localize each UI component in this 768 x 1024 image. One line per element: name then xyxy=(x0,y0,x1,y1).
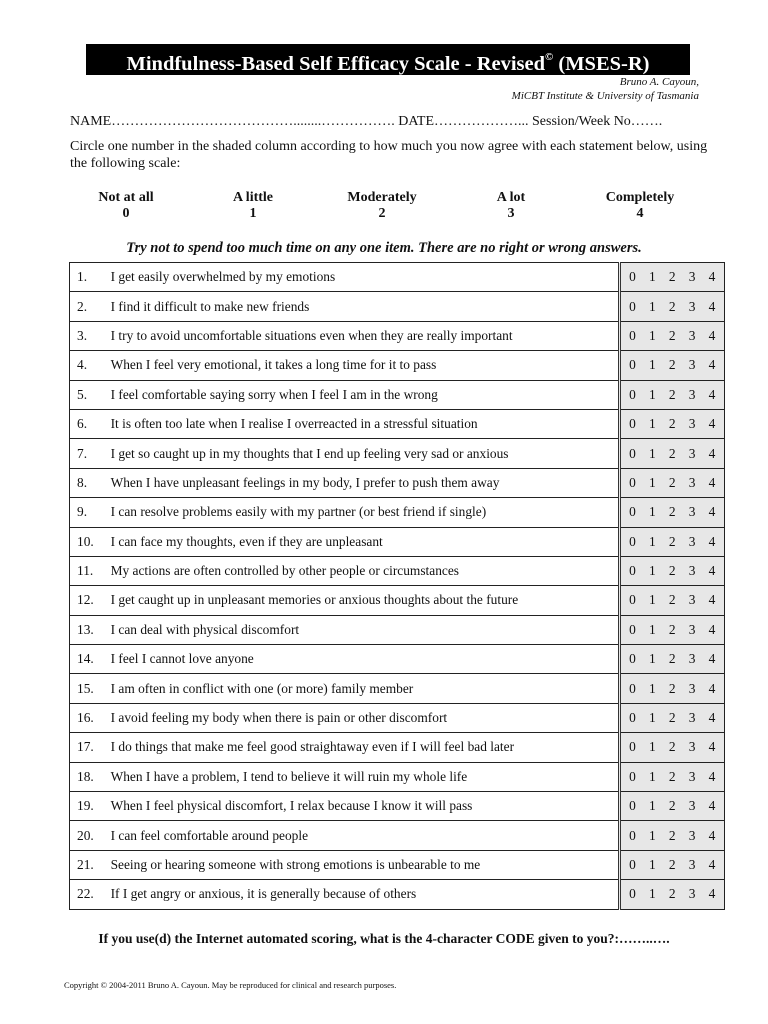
item-statement: Seeing or hearing someone with strong emotions is unbearable to me xyxy=(107,850,619,879)
item-number: 13. xyxy=(70,615,107,644)
code-question: If you use(d) the Internet automated scoring, what is the 4-character CODE given to you?:……..…. xyxy=(98,931,670,946)
response-options xyxy=(619,498,724,527)
response-option-2[interactable]: 2 xyxy=(668,416,676,432)
response-option-1[interactable]: 1 xyxy=(649,386,656,402)
item-statement: I get caught up in unpleasant memories or anxious thoughts about the future xyxy=(107,586,619,615)
item-statement: I get so caught up in my thoughts that I end up feeling very sad or anxious xyxy=(107,439,619,468)
item-statement: When I have a problem, I tend to believe it will ruin my whole life xyxy=(107,762,619,791)
response-option-3[interactable]: 3 xyxy=(688,416,696,432)
response-option-3[interactable]: 3 xyxy=(688,474,696,490)
item-number: 6. xyxy=(70,409,107,438)
item-statement: My actions are often controlled by other people or circumstances xyxy=(107,556,619,585)
instructions: Circle one number in the shaded column according to how much you now agree with each statement below, using the following scale: xyxy=(70,139,708,171)
item-statement: I can feel comfortable around people xyxy=(107,821,619,850)
scale-label: Moderately xyxy=(347,190,417,205)
item-number: 2. xyxy=(70,292,107,321)
response-option-group xyxy=(621,446,724,462)
response-option-1[interactable]: 1 xyxy=(649,533,656,549)
response-option-0[interactable]: 0 xyxy=(629,357,636,373)
item-number: 10. xyxy=(70,527,107,556)
response-options xyxy=(619,380,724,409)
author-block xyxy=(512,75,699,103)
response-option-3[interactable]: 3 xyxy=(688,504,696,520)
table-row xyxy=(70,527,725,556)
response-options xyxy=(619,703,724,732)
response-option-group xyxy=(621,475,724,491)
response-options xyxy=(619,821,724,850)
response-option-4[interactable]: 4 xyxy=(708,739,716,755)
response-option-2[interactable]: 2 xyxy=(668,680,676,696)
response-option-2[interactable]: 2 xyxy=(668,504,676,520)
response-option-group xyxy=(621,857,724,873)
response-option-3[interactable]: 3 xyxy=(688,827,696,843)
item-number: 7. xyxy=(70,439,107,468)
response-option-1[interactable]: 1 xyxy=(649,298,656,314)
response-option-4[interactable]: 4 xyxy=(708,386,716,402)
response-option-4[interactable]: 4 xyxy=(708,298,716,314)
response-option-group xyxy=(621,387,724,403)
item-statement: When I feel physical discomfort, I relax because I know it will pass xyxy=(107,792,619,821)
item-number: 22. xyxy=(70,880,107,909)
scale-label: A little xyxy=(232,190,274,205)
response-option-2[interactable]: 2 xyxy=(668,768,676,784)
response-option-group xyxy=(621,504,724,520)
response-options xyxy=(619,880,724,909)
response-option-1[interactable]: 1 xyxy=(649,857,656,872)
scale-option-2 xyxy=(327,190,437,222)
item-number: 14. xyxy=(70,645,107,674)
response-option-group xyxy=(621,269,724,285)
response-option-3[interactable]: 3 xyxy=(688,445,696,461)
response-option-1[interactable]: 1 xyxy=(649,886,656,902)
copyright-mark: © xyxy=(545,51,554,63)
response-option-0[interactable]: 0 xyxy=(629,504,636,520)
response-option-1[interactable]: 1 xyxy=(649,416,656,432)
response-option-group xyxy=(621,739,724,755)
item-statement: I can deal with physical discomfort xyxy=(107,615,619,644)
item-statement: I do things that make me feel good straightaway even if I will feel bad later xyxy=(107,733,619,762)
table-row xyxy=(70,880,725,909)
response-options xyxy=(619,733,724,762)
response-option-2[interactable]: 2 xyxy=(668,710,676,726)
response-option-3[interactable]: 3 xyxy=(688,533,696,549)
response-option-3[interactable]: 3 xyxy=(688,327,696,343)
item-statement: I can face my thoughts, even if they are unpleasant xyxy=(107,527,619,556)
response-option-2[interactable]: 2 xyxy=(668,445,676,461)
response-option-0[interactable]: 0 xyxy=(629,563,636,579)
response-option-4[interactable]: 4 xyxy=(708,651,716,667)
response-options xyxy=(619,586,724,615)
response-option-3[interactable]: 3 xyxy=(688,269,696,285)
response-option-2[interactable]: 2 xyxy=(668,827,676,843)
table-row xyxy=(70,645,725,674)
table-row xyxy=(70,468,725,497)
response-option-1[interactable]: 1 xyxy=(649,710,656,726)
response-option-4[interactable]: 4 xyxy=(708,533,716,549)
table-row xyxy=(70,850,725,879)
title-abbrev: (MSES-R) xyxy=(558,52,650,75)
response-option-1[interactable]: 1 xyxy=(649,651,656,667)
response-option-3[interactable]: 3 xyxy=(688,680,696,696)
response-option-4[interactable]: 4 xyxy=(708,269,716,285)
response-options xyxy=(619,321,724,350)
response-options xyxy=(619,850,724,879)
response-options xyxy=(619,674,724,703)
response-option-1[interactable]: 1 xyxy=(649,680,656,696)
table-row xyxy=(70,351,725,380)
scale-option-1 xyxy=(198,190,308,222)
table-row xyxy=(70,792,725,821)
response-option-0[interactable]: 0 xyxy=(629,680,636,696)
item-statement: When I feel very emotional, it takes a long time for it to pass xyxy=(107,351,619,380)
item-number: 17. xyxy=(70,733,107,762)
title-text: Mindfulness-Based Self Efficacy Scale - Revised xyxy=(126,52,546,75)
response-option-group xyxy=(621,416,724,432)
table-row xyxy=(70,703,725,732)
table-row xyxy=(70,409,725,438)
response-option-1[interactable]: 1 xyxy=(649,592,656,608)
item-statement: I try to avoid uncomfortable situations even when they are really important xyxy=(107,321,619,350)
response-option-3[interactable]: 3 xyxy=(688,739,696,755)
response-option-0[interactable]: 0 xyxy=(629,416,636,432)
response-option-group xyxy=(621,328,724,344)
response-option-0[interactable]: 0 xyxy=(629,533,636,549)
item-number: 21. xyxy=(70,850,107,879)
response-option-1[interactable]: 1 xyxy=(649,563,656,579)
response-option-1[interactable]: 1 xyxy=(649,445,656,461)
response-option-3[interactable]: 3 xyxy=(688,386,696,402)
response-option-4[interactable]: 4 xyxy=(708,621,716,637)
response-option-4[interactable]: 4 xyxy=(708,886,716,902)
scale-option-4 xyxy=(585,190,695,222)
response-option-3[interactable]: 3 xyxy=(688,798,696,814)
response-option-2[interactable]: 2 xyxy=(668,798,676,814)
response-option-2[interactable]: 2 xyxy=(668,533,676,549)
response-option-0[interactable]: 0 xyxy=(629,857,636,872)
item-number: 15. xyxy=(70,674,107,703)
response-option-3[interactable]: 3 xyxy=(688,651,696,667)
table-row xyxy=(70,821,725,850)
response-option-3[interactable]: 3 xyxy=(688,563,696,579)
table-row xyxy=(70,439,725,468)
scale-label: A lot xyxy=(496,190,526,205)
response-option-0[interactable]: 0 xyxy=(629,269,636,285)
response-option-4[interactable]: 4 xyxy=(708,357,716,373)
form-title xyxy=(86,44,690,75)
table-row xyxy=(70,556,725,585)
response-option-2[interactable]: 2 xyxy=(668,563,676,579)
response-options xyxy=(619,263,724,292)
response-option-0[interactable]: 0 xyxy=(629,386,636,402)
response-option-0[interactable]: 0 xyxy=(629,445,636,461)
scale-value: 1 xyxy=(249,206,257,221)
item-number: 8. xyxy=(70,468,107,497)
response-option-4[interactable]: 4 xyxy=(708,563,716,579)
table-row xyxy=(70,321,725,350)
response-option-3[interactable]: 3 xyxy=(688,857,696,872)
response-option-4[interactable]: 4 xyxy=(708,474,716,490)
item-number: 1. xyxy=(70,263,107,292)
response-option-0[interactable]: 0 xyxy=(629,739,636,755)
table-row xyxy=(70,762,725,791)
item-statement: I feel I cannot love anyone xyxy=(107,645,619,674)
response-option-1[interactable]: 1 xyxy=(649,269,656,285)
response-option-2[interactable]: 2 xyxy=(668,298,676,314)
response-option-0[interactable]: 0 xyxy=(629,768,636,784)
response-options xyxy=(619,351,724,380)
response-option-4[interactable]: 4 xyxy=(708,592,716,608)
table-row xyxy=(70,263,725,292)
response-option-group xyxy=(621,563,724,579)
item-number: 9. xyxy=(70,498,107,527)
response-options xyxy=(619,527,724,556)
response-option-0[interactable]: 0 xyxy=(629,621,636,637)
author-institution: MiCBT Institute & University of Tasmania xyxy=(511,90,699,102)
table-row xyxy=(70,292,725,321)
response-option-1[interactable]: 1 xyxy=(649,768,656,784)
response-option-4[interactable]: 4 xyxy=(708,327,716,343)
response-option-2[interactable]: 2 xyxy=(668,651,676,667)
response-option-2[interactable]: 2 xyxy=(668,269,676,285)
response-option-0[interactable]: 0 xyxy=(629,298,636,314)
response-option-0[interactable]: 0 xyxy=(629,710,636,726)
response-option-4[interactable]: 4 xyxy=(708,768,716,784)
response-option-2[interactable]: 2 xyxy=(668,474,676,490)
response-option-group xyxy=(621,828,724,844)
response-option-1[interactable]: 1 xyxy=(649,739,656,755)
response-option-4[interactable]: 4 xyxy=(708,504,716,520)
response-option-group xyxy=(621,592,724,608)
response-option-group xyxy=(621,622,724,638)
item-statement: I can resolve problems easily with my partner (or best friend if single) xyxy=(107,498,619,527)
response-option-2[interactable]: 2 xyxy=(668,886,676,902)
scale-label: Not at all xyxy=(98,190,154,205)
response-options xyxy=(619,762,724,791)
scale-option-0 xyxy=(71,190,181,222)
scale-label: Completely xyxy=(605,190,675,205)
response-option-1[interactable]: 1 xyxy=(649,474,656,490)
response-option-1[interactable]: 1 xyxy=(649,327,656,343)
response-options xyxy=(619,556,724,585)
scale-value: 0 xyxy=(122,206,130,221)
table-row xyxy=(70,674,725,703)
response-option-group xyxy=(621,534,724,550)
response-option-0[interactable]: 0 xyxy=(629,651,636,667)
response-option-4[interactable]: 4 xyxy=(708,416,716,432)
table-row xyxy=(70,733,725,762)
response-option-group xyxy=(621,299,724,315)
response-option-group xyxy=(621,886,724,902)
response-option-group xyxy=(621,769,724,785)
response-options xyxy=(619,439,724,468)
items-table xyxy=(69,262,725,910)
response-options xyxy=(619,292,724,321)
item-number: 16. xyxy=(70,703,107,732)
scale-value: 3 xyxy=(507,206,515,221)
item-number: 4. xyxy=(70,351,107,380)
response-option-3[interactable]: 3 xyxy=(688,298,696,314)
response-option-2[interactable]: 2 xyxy=(668,857,676,872)
scale-value: 4 xyxy=(636,206,644,221)
response-option-4[interactable]: 4 xyxy=(708,710,716,726)
response-option-0[interactable]: 0 xyxy=(629,592,636,608)
response-options xyxy=(619,409,724,438)
response-option-1[interactable]: 1 xyxy=(649,504,656,520)
item-statement: When I have unpleasant feelings in my body, I prefer to push them away xyxy=(107,468,619,497)
item-number: 12. xyxy=(70,586,107,615)
response-option-0[interactable]: 0 xyxy=(629,327,636,343)
response-option-2[interactable]: 2 xyxy=(668,327,676,343)
item-statement: I feel comfortable saying sorry when I feel I am in the wrong xyxy=(107,380,619,409)
response-option-3[interactable]: 3 xyxy=(688,592,696,608)
scale-value: 2 xyxy=(378,206,386,221)
item-number: 18. xyxy=(70,762,107,791)
scale-option-3 xyxy=(456,190,566,222)
response-option-3[interactable]: 3 xyxy=(688,768,696,784)
response-option-group xyxy=(621,651,724,667)
item-statement: It is often too late when I realise I overreacted in a stressful situation xyxy=(107,409,619,438)
response-option-3[interactable]: 3 xyxy=(688,886,696,902)
item-statement: I get easily overwhelmed by my emotions xyxy=(107,263,619,292)
item-number: 3. xyxy=(70,321,107,350)
item-number: 20. xyxy=(70,821,107,850)
response-option-4[interactable]: 4 xyxy=(708,680,716,696)
response-option-4[interactable]: 4 xyxy=(708,827,716,843)
response-option-2[interactable]: 2 xyxy=(668,386,676,402)
response-option-2[interactable]: 2 xyxy=(668,621,676,637)
respondent-fields: NAME…………………………………........……………. DATE………………... Session/Week No……. xyxy=(70,114,663,129)
response-option-group xyxy=(621,681,724,697)
response-option-group xyxy=(621,710,724,726)
item-number: 19. xyxy=(70,792,107,821)
response-option-1[interactable]: 1 xyxy=(649,798,656,814)
item-statement: I find it difficult to make new friends xyxy=(107,292,619,321)
table-row xyxy=(70,615,725,644)
response-option-group xyxy=(621,357,724,373)
response-option-1[interactable]: 1 xyxy=(649,621,656,637)
response-option-4[interactable]: 4 xyxy=(708,798,716,814)
response-option-4[interactable]: 4 xyxy=(708,445,716,461)
response-option-2[interactable]: 2 xyxy=(668,739,676,755)
item-number: 5. xyxy=(70,380,107,409)
response-option-4[interactable]: 4 xyxy=(708,857,716,872)
response-options xyxy=(619,792,724,821)
table-row xyxy=(70,498,725,527)
item-number: 11. xyxy=(70,556,107,585)
table-row xyxy=(70,586,725,615)
copyright-notice: Copyright © 2004-2011 Bruno A. Cayoun. May be reproduced for clinical and research purposes. xyxy=(64,980,397,990)
item-statement: I avoid feeling my body when there is pain or other discomfort xyxy=(107,703,619,732)
response-option-3[interactable]: 3 xyxy=(688,357,696,373)
instruction-hint: Try not to spend too much time on any one item. There are no right or wrong answers. xyxy=(126,240,642,256)
response-option-0[interactable]: 0 xyxy=(629,474,636,490)
response-option-group xyxy=(621,798,724,814)
response-option-0[interactable]: 0 xyxy=(629,886,636,902)
response-option-2[interactable]: 2 xyxy=(668,592,676,608)
item-statement: I am often in conflict with one (or more) family member xyxy=(107,674,619,703)
item-statement: If I get angry or anxious, it is generally because of others xyxy=(107,880,619,909)
response-option-1[interactable]: 1 xyxy=(649,357,656,373)
response-option-3[interactable]: 3 xyxy=(688,710,696,726)
author-name: Bruno A. Cayoun, xyxy=(619,76,699,88)
response-option-1[interactable]: 1 xyxy=(649,827,656,843)
response-option-2[interactable]: 2 xyxy=(668,357,676,373)
response-option-0[interactable]: 0 xyxy=(629,827,636,843)
table-row xyxy=(70,380,725,409)
response-options xyxy=(619,468,724,497)
response-options xyxy=(619,615,724,644)
response-option-3[interactable]: 3 xyxy=(688,621,696,637)
response-options xyxy=(619,645,724,674)
response-option-0[interactable]: 0 xyxy=(629,798,636,814)
